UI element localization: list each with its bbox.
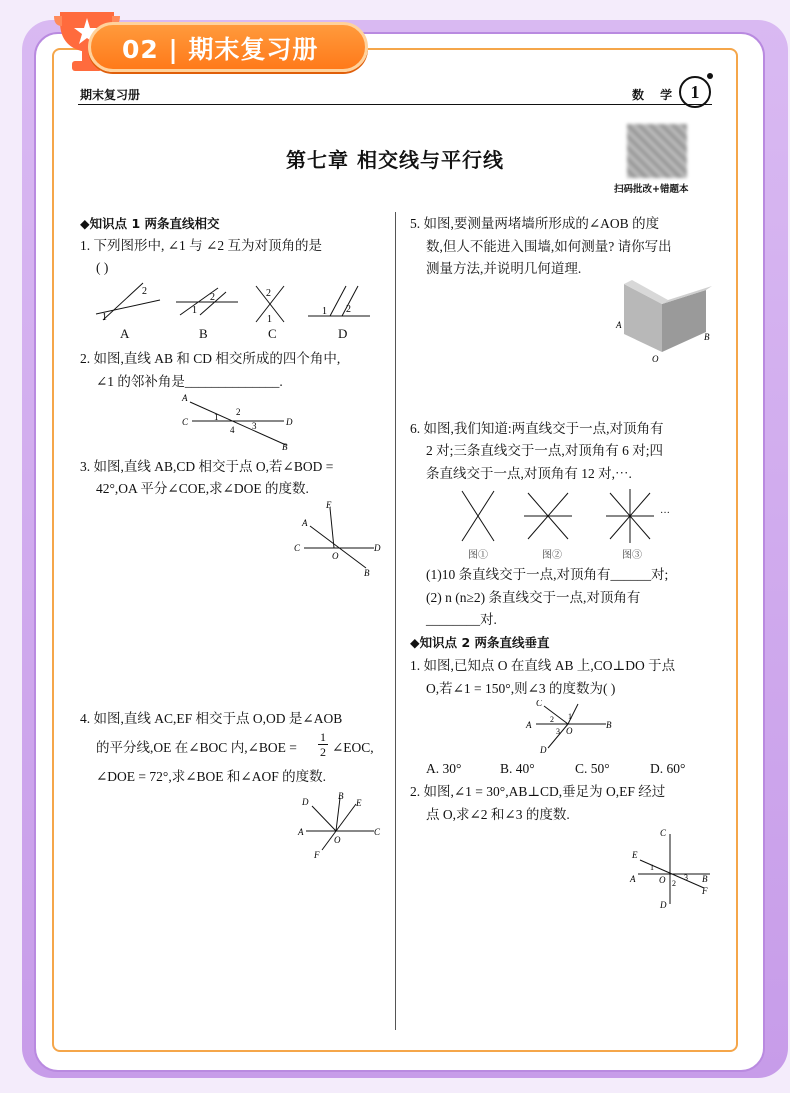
r1-option-a[interactable]: A. 30° bbox=[426, 761, 462, 776]
q6-text-2: 2 对;三条直线交于一点,对顶角有 6 对;四 bbox=[426, 443, 664, 458]
svg-text:A: A bbox=[302, 518, 308, 528]
svg-text:E: E bbox=[632, 850, 638, 860]
svg-text:F: F bbox=[314, 850, 320, 860]
svg-text:1: 1 bbox=[322, 306, 327, 317]
svg-text:3: 3 bbox=[684, 873, 688, 882]
qr-label: 扫码批改+错题本 bbox=[614, 184, 689, 195]
svg-text:C: C bbox=[182, 417, 189, 427]
q6-figures bbox=[450, 487, 680, 545]
svg-text:B: B bbox=[702, 874, 708, 884]
svg-text:1: 1 bbox=[102, 312, 107, 323]
svg-text:O: O bbox=[334, 835, 341, 845]
q6-fig-label-2: 图② bbox=[542, 550, 562, 561]
svg-text:D: D bbox=[660, 900, 667, 910]
q1-option-c[interactable]: C bbox=[268, 326, 277, 341]
q6-ellipsis: ··· bbox=[660, 508, 670, 519]
svg-text:3: 3 bbox=[556, 727, 560, 736]
q4-figure bbox=[292, 788, 387, 863]
svg-text:C: C bbox=[294, 543, 301, 553]
q4-fraction-numerator: 1 bbox=[320, 730, 326, 744]
r1-option-b[interactable]: B. 40° bbox=[500, 761, 535, 776]
r1-option-c[interactable]: C. 50° bbox=[575, 761, 610, 776]
q6-fig-label-3: 图③ bbox=[622, 550, 642, 561]
svg-text:F: F bbox=[702, 886, 708, 896]
q1-option-d[interactable]: D bbox=[338, 326, 348, 341]
svg-text:A: A bbox=[182, 393, 188, 403]
svg-text:4: 4 bbox=[230, 425, 235, 435]
svg-text:2: 2 bbox=[346, 304, 351, 315]
svg-text:B: B bbox=[364, 568, 370, 578]
q5-text-3: 测量方法,并说明几何道理. bbox=[426, 261, 582, 276]
q1-option-a[interactable]: A bbox=[120, 326, 130, 341]
svg-text:A: A bbox=[298, 827, 304, 837]
svg-text:O: O bbox=[332, 551, 339, 561]
q6-sub1: (1)10 条直线交于一点,对顶角有______对; bbox=[426, 567, 669, 582]
svg-text:D: D bbox=[286, 417, 293, 427]
svg-text:O: O bbox=[652, 354, 659, 364]
q3-text: 3. 如图,直线 AB,CD 相交于点 O,若∠BOD = bbox=[80, 459, 334, 474]
r2-figure bbox=[626, 824, 718, 912]
page-dot bbox=[707, 73, 713, 79]
header-rule bbox=[78, 104, 712, 105]
chapter-title: 第七章 相交线与平行线 bbox=[286, 148, 504, 172]
svg-text:B: B bbox=[704, 332, 710, 342]
q1-option-b[interactable]: B bbox=[199, 326, 208, 341]
svg-text:A: A bbox=[616, 320, 622, 330]
svg-text:1: 1 bbox=[214, 412, 219, 422]
q2-text: 2. 如图,直线 AB 和 CD 相交所成的四个角中, bbox=[80, 351, 341, 366]
svg-text:3: 3 bbox=[252, 421, 257, 431]
q6-fig-label-1: 图① bbox=[468, 550, 488, 561]
q5-wall-figure bbox=[612, 280, 716, 370]
header-subject: 数 学 bbox=[632, 88, 679, 102]
svg-text:2: 2 bbox=[550, 715, 554, 724]
svg-text:2: 2 bbox=[266, 288, 271, 299]
q6-text-3: 条直线交于一点,对顶角有 12 对,⋯. bbox=[426, 466, 632, 481]
svg-text:1: 1 bbox=[650, 863, 654, 872]
svg-text:1: 1 bbox=[192, 305, 197, 316]
svg-text:1: 1 bbox=[568, 712, 572, 721]
svg-text:2: 2 bbox=[210, 292, 215, 303]
r2-text-2: 点 O,求∠2 和∠3 的度数. bbox=[426, 807, 570, 822]
q5-text: 5. 如图,要测量两堵墙所形成的∠AOB 的度 bbox=[410, 216, 660, 231]
svg-text:2: 2 bbox=[672, 879, 676, 888]
banner-title: 02 | 期末复习册 bbox=[122, 35, 319, 64]
q4-text-3: ∠DOE = 72°,求∠BOE 和∠AOF 的度数. bbox=[96, 769, 326, 784]
svg-text:2: 2 bbox=[142, 286, 147, 297]
svg-text:E: E bbox=[326, 500, 332, 510]
svg-text:E: E bbox=[356, 798, 362, 808]
q3-figure bbox=[290, 498, 385, 578]
section-heading-1: ◆知识点 1 两条直线相交 bbox=[80, 216, 220, 231]
header-book-name: 期末复习册 bbox=[80, 88, 141, 102]
r1-figure bbox=[522, 700, 622, 755]
svg-text:O: O bbox=[659, 875, 666, 885]
svg-text:D: D bbox=[374, 543, 381, 553]
q4-fraction bbox=[318, 730, 328, 759]
svg-text:C: C bbox=[660, 828, 667, 838]
q6-sub3: ________对. bbox=[426, 612, 497, 627]
svg-text:O: O bbox=[566, 726, 573, 736]
svg-text:B: B bbox=[338, 791, 344, 801]
r1-text: 1. 如图,已知点 O 在直线 AB 上,CO⊥DO 于点 bbox=[410, 658, 676, 673]
q5-text-2: 数,但人不能进入围墙,如何测量? 请你写出 bbox=[426, 239, 672, 254]
svg-text:D: D bbox=[540, 745, 547, 755]
q1-text: 1. 下列图形中, ∠1 与 ∠2 互为对顶角的是 bbox=[80, 238, 322, 253]
svg-text:1: 1 bbox=[267, 314, 272, 325]
svg-text:D: D bbox=[302, 797, 309, 807]
svg-text:B: B bbox=[606, 720, 612, 730]
r1-option-d[interactable]: D. 60° bbox=[650, 761, 686, 776]
q3-text-2: 42°,OA 平分∠COE,求∠DOE 的度数. bbox=[96, 481, 309, 496]
svg-text:A: A bbox=[630, 874, 636, 884]
q4-text-2a: 的平分线,OE 在∠BOC 内,∠BOE = bbox=[96, 740, 297, 755]
qr-code[interactable] bbox=[627, 124, 687, 178]
column-divider bbox=[395, 212, 396, 1030]
q4-text-2b: ∠EOC, bbox=[332, 740, 374, 755]
q6-text: 6. 如图,我们知道:两直线交于一点,对顶角有 bbox=[410, 421, 664, 436]
q1-answer-blank: ( ) bbox=[96, 260, 109, 275]
q1-figures bbox=[88, 280, 378, 342]
q4-text: 4. 如图,直线 AC,EF 相交于点 O,OD 是∠AOB bbox=[80, 711, 343, 726]
q4-fraction-denominator: 2 bbox=[320, 745, 326, 759]
page-number: 1 bbox=[679, 76, 711, 108]
svg-text:B: B bbox=[282, 442, 288, 452]
q2-figure bbox=[178, 390, 298, 452]
svg-text:A: A bbox=[526, 720, 532, 730]
svg-text:2: 2 bbox=[236, 407, 241, 417]
q6-sub2: (2) n (n≥2) 条直线交于一点,对顶角有 bbox=[426, 590, 641, 605]
section-heading-2: ◆知识点 2 两条直线垂直 bbox=[410, 635, 550, 650]
svg-text:C: C bbox=[374, 827, 381, 837]
svg-text:C: C bbox=[536, 700, 543, 708]
q2-text-2: ∠1 的邻补角是______________. bbox=[96, 374, 283, 389]
r1-text-2: O,若∠1 = 150°,则∠3 的度数为( ) bbox=[426, 681, 616, 696]
r2-text: 2. 如图,∠1 = 30°,AB⊥CD,垂足为 O,EF 经过 bbox=[410, 784, 666, 799]
